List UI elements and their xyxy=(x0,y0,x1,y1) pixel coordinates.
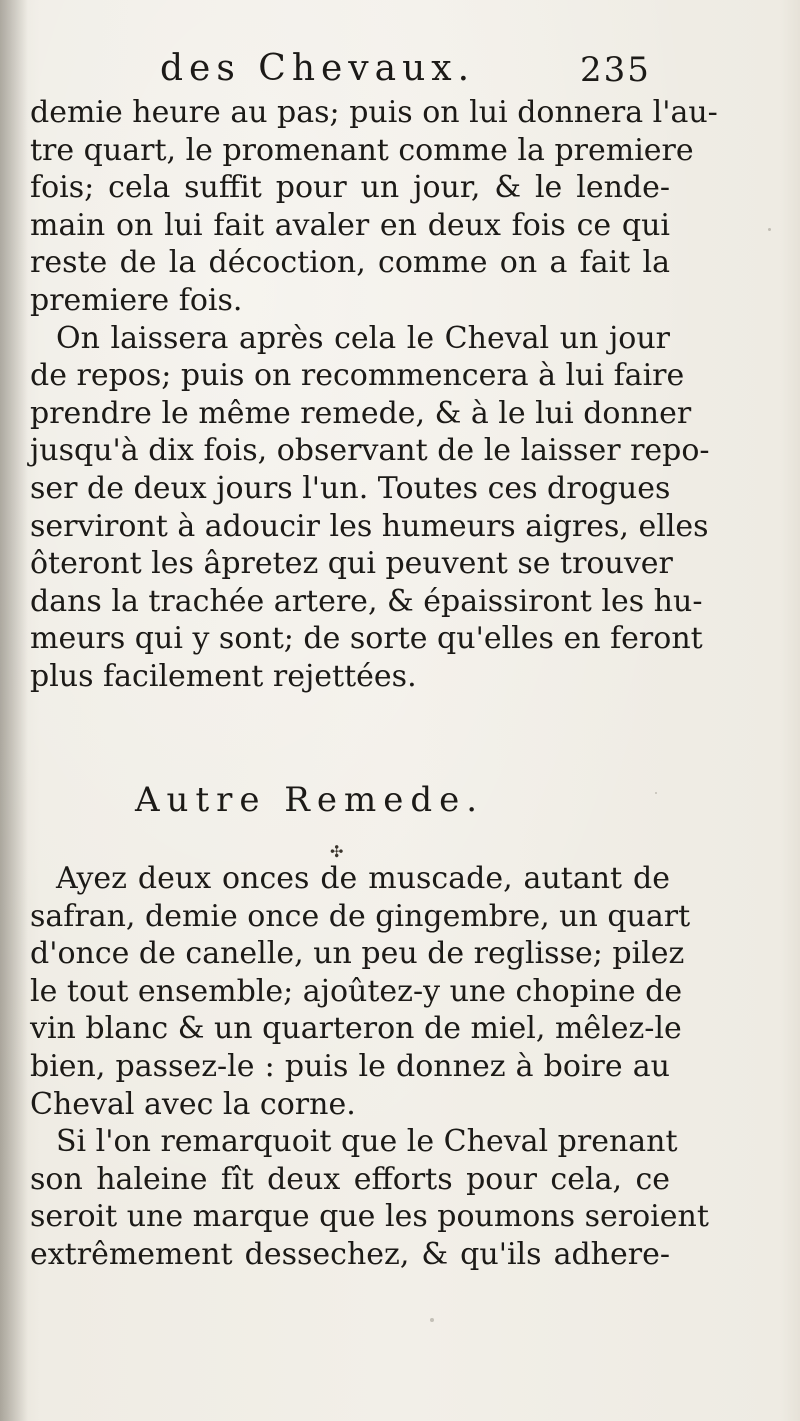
text-line: son haleine fît deux efforts pour cela, ce xyxy=(30,1161,670,1197)
paragraph-4 xyxy=(30,1123,709,1273)
text-line: extrêmement dessechez, & qu'ils adhere- xyxy=(30,1236,670,1272)
text-line: safran, demie once de gingembre, un quart xyxy=(30,898,691,934)
text-line: Cheval avec la corne. xyxy=(30,1086,356,1122)
text-line: Ayez deux onces de muscade, autant de xyxy=(56,861,670,896)
text-line: le tout ensemble; ajoûtez-y une chopine de xyxy=(30,973,683,1009)
text-line: seroit une marque que les poumons seroient xyxy=(30,1199,709,1235)
ornament-icon: ✣ xyxy=(330,842,344,861)
text-line: vin blanc & un quarteron de miel, mêlez-le xyxy=(30,1011,682,1047)
paper-fleck xyxy=(768,228,771,231)
body-text-upper xyxy=(30,94,718,696)
paper-fleck xyxy=(655,792,657,794)
paragraph-3 xyxy=(30,860,691,1123)
body-text-lower xyxy=(30,860,709,1274)
text-line: d'once de canelle, un peu de reglisse; pilez xyxy=(30,936,685,972)
page-gutter-shadow xyxy=(0,0,28,1421)
paragraph-1 xyxy=(30,94,718,320)
text-line: meurs qui y sont; de sorte qu'elles en feront xyxy=(30,621,703,657)
text-line: dans la trachée artere, & épaissiront les hu- xyxy=(30,583,703,619)
text-line: fois; cela suffit pour un jour, & le lende- xyxy=(30,170,670,206)
section-heading: Autre Remede. xyxy=(135,780,485,820)
text-line: Si l'on remarquoit que le Cheval prenant xyxy=(56,1124,678,1160)
paper-fleck xyxy=(430,1318,434,1322)
text-line: plus facilement rejettées. xyxy=(30,658,417,694)
text-line: bien, passez-le : puis le donnez à boire au xyxy=(30,1048,670,1084)
text-line: On laissera après cela le Cheval un jour xyxy=(56,320,670,356)
text-line: jusqu'à dix fois, observant de le laisser repo- xyxy=(30,433,710,469)
text-line: prendre le même remede, & à le lui donner xyxy=(30,395,692,431)
text-line: serviront à adoucir les humeurs aigres, elles xyxy=(30,508,709,544)
running-head xyxy=(160,48,660,98)
text-line: reste de la décoction, comme on a fait la xyxy=(30,245,670,281)
text-line: ôteront les âpretez qui peuvent se trouver xyxy=(30,546,673,582)
text-line: main on lui fait avaler en deux fois ce qui xyxy=(30,207,670,243)
text-line: de repos; puis on recommencera à lui faire xyxy=(30,358,685,394)
text-line: ser de deux jours l'un. Toutes ces drogues xyxy=(30,470,671,506)
page-number: 235 xyxy=(580,50,651,90)
text-line: tre quart, le promenant comme la premiere xyxy=(30,132,694,168)
running-head-title: des Chevaux. xyxy=(160,48,476,89)
text-line: demie heure au pas; puis on lui donnera l'au- xyxy=(30,95,718,130)
paragraph-2 xyxy=(30,320,710,696)
text-line: premiere fois. xyxy=(30,282,243,318)
